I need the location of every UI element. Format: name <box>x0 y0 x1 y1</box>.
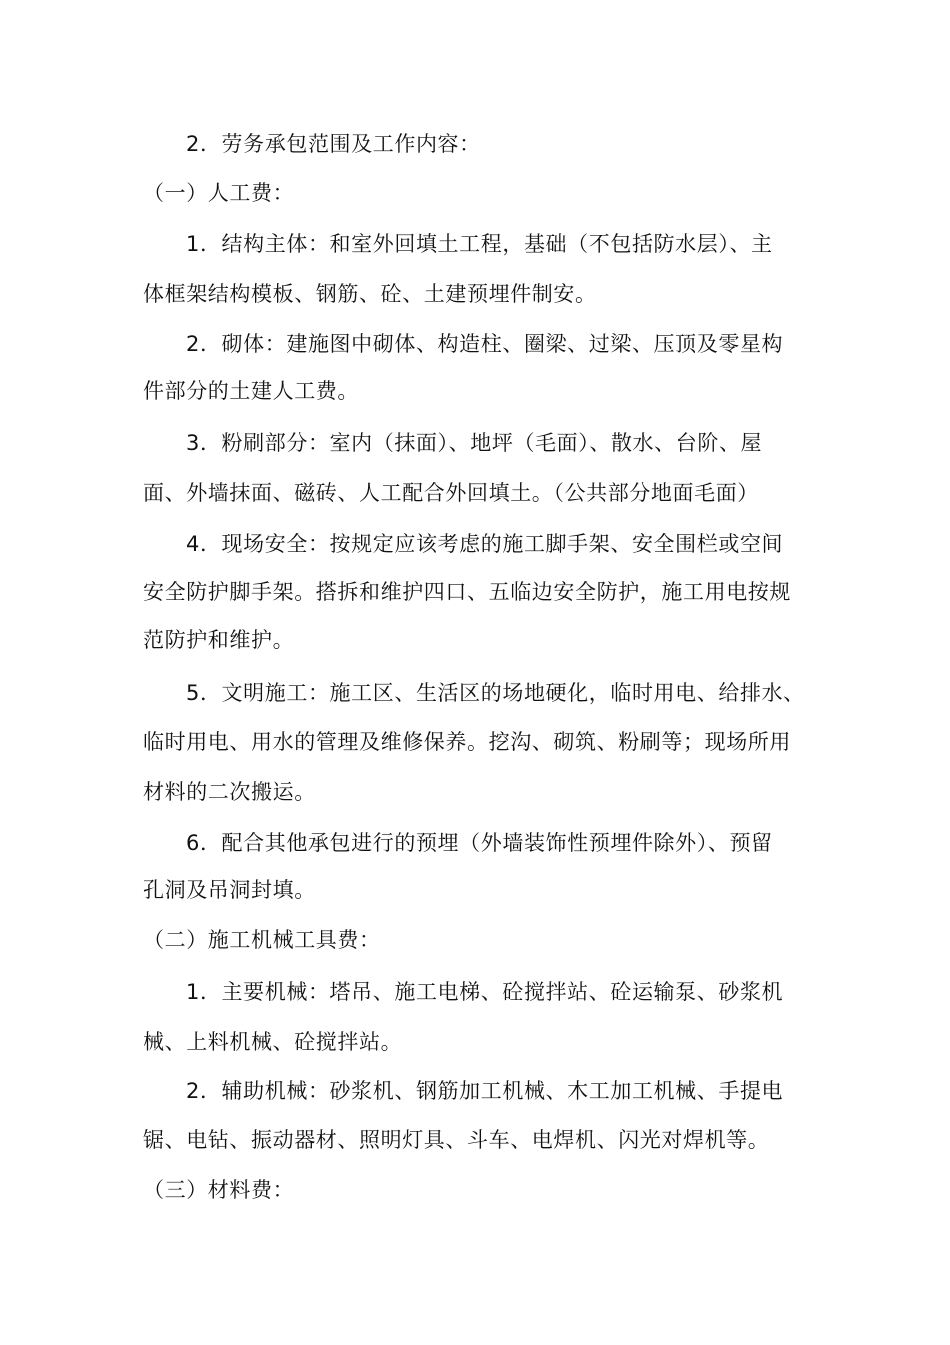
subsection-heading-materials: （三）材料费： <box>143 1178 295 1202</box>
subsection-heading-labor: （一）人工费： <box>143 181 295 205</box>
paragraph-line: 体框架结构模板、钢筋、砼、土建预埋件制安。 <box>143 282 597 306</box>
paragraph-line: 械、上料机械、砼搅拌站。 <box>143 1030 403 1054</box>
paragraph-line: 2．辅助机械：砂浆机、钢筋加工机械、木工加工机械、手提电 <box>186 1079 784 1103</box>
paragraph-line: 范防护和维护。 <box>143 628 295 652</box>
paragraph-line: 5．文明施工：施工区、生活区的场地硬化，临时用电、给排水、 <box>186 681 805 705</box>
paragraph-line: 材料的二次搬运。 <box>143 780 316 804</box>
subsection-heading-machinery: （二）施工机械工具费： <box>143 928 381 952</box>
paragraph-line: 2．砌体：建施图中砌体、构造柱、圈梁、过梁、压顶及零星构 <box>186 332 784 356</box>
section-heading-scope: 2．劳务承包范围及工作内容： <box>186 132 481 156</box>
paragraph-line: 安全防护脚手架。搭拆和维护四口、五临边安全防护，施工用电按规 <box>143 580 791 604</box>
paragraph-line: 1．结构主体：和室外回填土工程，基础（不包括防水层）、主 <box>186 232 773 256</box>
paragraph-line: 锯、电钻、振动器材、照明灯具、斗车、电焊机、闪光对焊机等。 <box>143 1128 770 1152</box>
paragraph-line: 1．主要机械：塔吊、施工电梯、砼搅拌站、砼运输泵、砂浆机 <box>186 980 784 1004</box>
paragraph-line: 件部分的土建人工费。 <box>143 379 359 403</box>
paragraph-line: 面、外墙抹面、磁砖、人工配合外回填土。（公共部分地面毛面） <box>143 481 759 505</box>
paragraph-line: 6．配合其他承包进行的预埋（外墙装饰性预埋件除外）、预留 <box>186 831 773 855</box>
paragraph-line: 3．粉刷部分：室内（抹面）、地坪（毛面）、散水、台阶、屋 <box>186 431 763 455</box>
paragraph-line: 临时用电、用水的管理及维修保养。挖沟、砌筑、粉刷等；现场所用 <box>143 730 791 754</box>
paragraph-line: 4．现场安全：按规定应该考虑的施工脚手架、安全围栏或空间 <box>186 532 784 556</box>
paragraph-line: 孔洞及吊洞封填。 <box>143 878 316 902</box>
